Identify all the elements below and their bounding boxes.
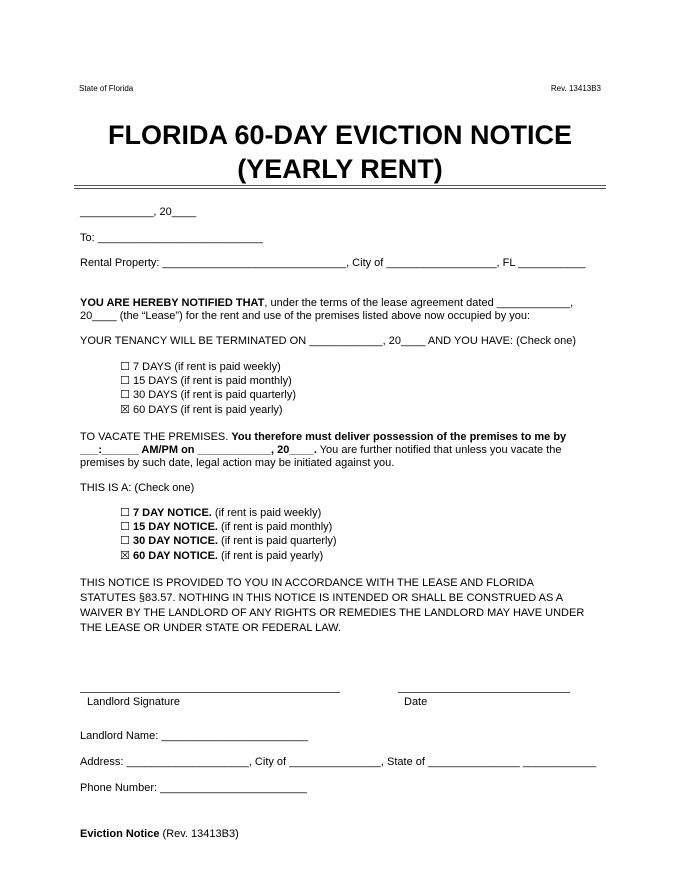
notice-lead-rest: , under the terms of the lease agreement dated ____________,	[264, 297, 574, 309]
statute-line-1: THIS NOTICE IS PROVIDED TO YOU IN ACCORDANCE WITH THE LEASE AND FLORIDA	[80, 577, 534, 589]
vacate-date-field[interactable]: ___:______ AM/PM on ____________, 20____.	[80, 444, 317, 456]
revision-label: Rev. 13413B3	[550, 84, 601, 93]
notice-lead: YOU ARE HEREBY NOTIFIED THAT	[80, 297, 265, 309]
vacate-line-1: TO VACATE THE PREMISES. You therefore must deliver possession of the premises to me by	[80, 431, 567, 443]
landlord-signature-label: Landlord Signature	[87, 696, 180, 708]
notice-7-day[interactable]: ☐ 7 DAY NOTICE. (if rent is paid weekly)	[120, 507, 322, 519]
checkbox[interactable]: ☐	[120, 389, 130, 401]
vacate-line-2: ___:______ AM/PM on ____________, 20____. You are further notified that unless you vacate the	[80, 444, 562, 456]
date-label: Date	[404, 696, 428, 708]
rental-property-field[interactable]: Rental Property: ______________________________, City of __________________, FL ___________	[80, 257, 586, 269]
statute-line-4: THE LEASE OR UNDER STATE OR FEDERAL LAW.	[80, 622, 341, 634]
checkbox-checked[interactable]: ☒	[120, 404, 130, 416]
notice-line-2: 20____ (the “Lease”) for the rent and use of the premises listed above now occupied by you:	[80, 310, 531, 322]
tenancy-line: YOUR TENANCY WILL BE TERMINATED ON ____________, 20____ AND YOU HAVE: (Check one)	[80, 335, 577, 347]
this-is-label: THIS IS A: (Check one)	[80, 482, 195, 494]
checkbox[interactable]: ☐	[120, 507, 130, 519]
landlord-signature-line[interactable]	[80, 692, 340, 693]
statute-line-3: WAIVER BY THE LANDLORD OF ANY RIGHTS OR REMEDIES THE LANDLORD MAY HAVE UNDER	[80, 607, 585, 619]
checkbox[interactable]: ☐	[120, 375, 130, 387]
notice-30-day[interactable]: ☐ 30 DAY NOTICE. (if rent is paid quarterly)	[120, 535, 337, 547]
footer: Eviction Notice (Rev. 13413B3)	[80, 828, 239, 840]
statute-line-2: STATUTES §83.57. NOTHING IN THIS NOTICE IS INTENDED OR SHALL BE CONSTRUED AS A	[80, 592, 564, 604]
option-30-days[interactable]: ☐ 30 DAYS (if rent is paid quarterly)	[120, 389, 297, 401]
option-15-days[interactable]: ☐ 15 DAYS (if rent is paid monthly)	[120, 375, 292, 387]
landlord-name-field[interactable]: Landlord Name: ________________________	[80, 730, 309, 742]
checkbox[interactable]: ☐	[120, 535, 130, 547]
page-title: FLORIDA 60-DAY EVICTION NOTICE	[107, 120, 573, 150]
notice-line-1	[80, 297, 573, 310]
option-7-days[interactable]: ☐ 7 DAYS (if rent is paid weekly)	[120, 361, 281, 373]
checkbox[interactable]: ☐	[120, 521, 130, 533]
page-subtitle: (YEARLY RENT)	[237, 154, 443, 184]
checkbox[interactable]: ☐	[120, 361, 130, 373]
vacate-line-3: premises by such date, legal action may be initiated against you.	[80, 457, 395, 469]
notice-60-day[interactable]: ☒ 60 DAY NOTICE. (if rent is paid yearly)	[120, 550, 324, 562]
date-field[interactable]: ____________, 20____	[80, 206, 197, 218]
state-label: State of Florida	[79, 84, 134, 93]
title-divider-2	[74, 188, 606, 189]
title-divider	[74, 185, 606, 186]
option-60-days[interactable]: ☒ 60 DAYS (if rent is paid yearly)	[120, 404, 283, 416]
date-signature-line[interactable]	[398, 692, 570, 693]
to-field[interactable]: To: ___________________________	[80, 232, 263, 244]
phone-field[interactable]: Phone Number: ________________________	[80, 782, 307, 794]
address-field[interactable]: Address: ____________________, City of _______________, State of _______________ ____________	[80, 756, 597, 768]
notice-15-day[interactable]: ☐ 15 DAY NOTICE. (if rent is paid monthly)	[120, 521, 333, 533]
checkbox-checked[interactable]: ☒	[120, 550, 130, 562]
